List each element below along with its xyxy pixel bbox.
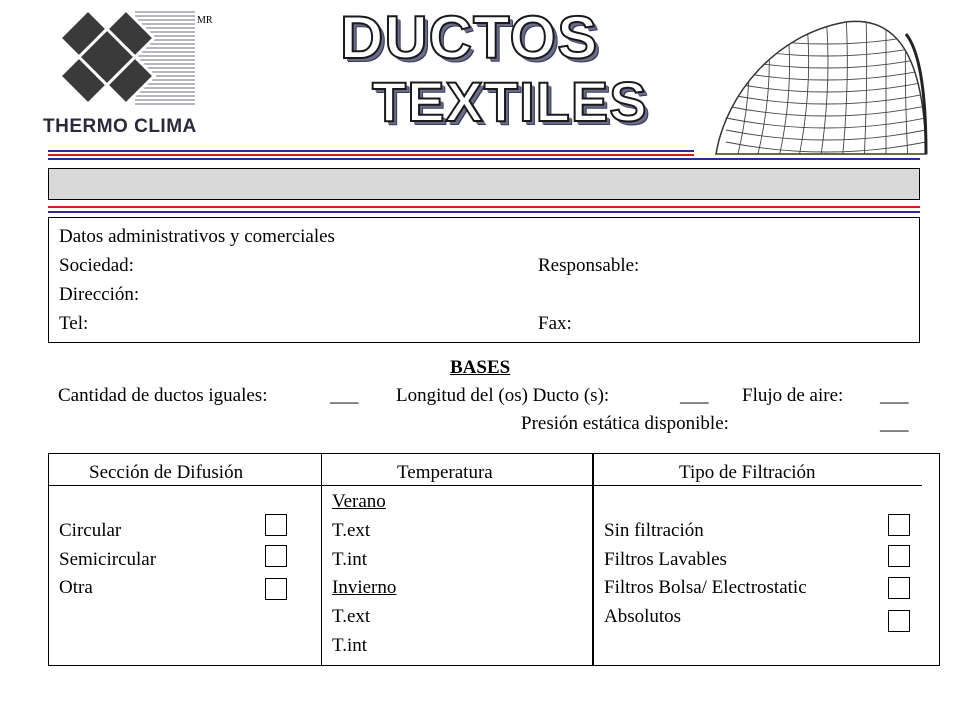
header-stripe-blue — [48, 150, 694, 152]
fax-label: Fax: — [538, 313, 572, 334]
filtracion-header: Tipo de Filtración — [679, 462, 816, 483]
longitud-blank: ___ — [680, 385, 709, 406]
seccion-option-semicircular: Semicircular — [59, 549, 157, 570]
filtracion-header-underline — [594, 485, 922, 486]
cantidad-blank: ___ — [330, 385, 359, 406]
divider-blue — [48, 211, 920, 213]
admin-box — [48, 217, 920, 343]
filtracion-column — [592, 453, 940, 666]
verano-tint-label: T.int — [332, 549, 368, 570]
trademark: MR — [197, 15, 213, 26]
invierno-text-label: T.ext — [332, 606, 371, 627]
seccion-header: Sección de Difusión — [89, 462, 244, 483]
checkbox-filtros-lavables[interactable] — [888, 545, 910, 567]
seccion-header-underline — [49, 485, 321, 486]
seccion-option-otra: Otra — [59, 577, 93, 598]
filtracion-option-absolutos: Absolutos — [604, 606, 682, 627]
seccion-column — [48, 453, 322, 666]
temperatura-column — [321, 453, 593, 666]
header-stripe-red — [48, 154, 694, 156]
cantidad-label: Cantidad de ductos iguales: — [58, 385, 268, 406]
temperatura-header-underline — [322, 485, 592, 486]
checkbox-absolutos[interactable] — [888, 610, 910, 632]
sociedad-label: Sociedad: — [59, 255, 134, 276]
flujo-label: Flujo de aire: — [742, 385, 844, 406]
filtracion-option-bolsa: Filtros Bolsa/ Electrostatic — [604, 577, 807, 598]
flujo-blank: ___ — [880, 385, 909, 406]
responsable-label: Responsable: — [538, 255, 640, 276]
header-stripe-blue-2 — [48, 158, 920, 160]
checkbox-filtros-bolsa[interactable] — [888, 577, 910, 599]
longitud-label: Longitud del (os) Ducto (s): — [396, 385, 610, 406]
checkbox-sin-filtracion[interactable] — [888, 514, 910, 536]
logo-diamonds-icon — [40, 6, 200, 116]
presion-label: Presión estática disponible: — [521, 413, 729, 434]
verano-text-label: T.ext — [332, 520, 371, 541]
title-bar — [48, 168, 920, 200]
verano-label: Verano — [332, 491, 386, 512]
title-line2: TEXTILES — [372, 70, 648, 133]
tel-label: Tel: — [59, 313, 89, 334]
filtracion-option-lavables: Filtros Lavables — [604, 549, 727, 570]
presion-blank: ___ — [880, 413, 909, 434]
divider-red — [48, 206, 920, 208]
temperatura-header: Temperatura — [397, 462, 493, 483]
textile-duct-icon — [686, 14, 932, 162]
logo — [40, 6, 200, 136]
filtracion-option-sin: Sin filtración — [604, 520, 704, 541]
checkbox-semicircular[interactable] — [265, 545, 287, 567]
invierno-tint-label: T.int — [332, 635, 368, 656]
seccion-option-circular: Circular — [59, 520, 122, 541]
bases-heading: BASES — [450, 357, 511, 378]
invierno-label: Invierno — [332, 577, 397, 598]
title-line1: DUCTOS — [340, 4, 599, 71]
checkbox-otra[interactable] — [265, 578, 287, 600]
admin-heading: Datos administrativos y comerciales — [59, 226, 335, 247]
direccion-label: Dirección: — [59, 284, 140, 305]
logo-text: THERMO CLIMA — [43, 116, 197, 137]
checkbox-circular[interactable] — [265, 514, 287, 536]
